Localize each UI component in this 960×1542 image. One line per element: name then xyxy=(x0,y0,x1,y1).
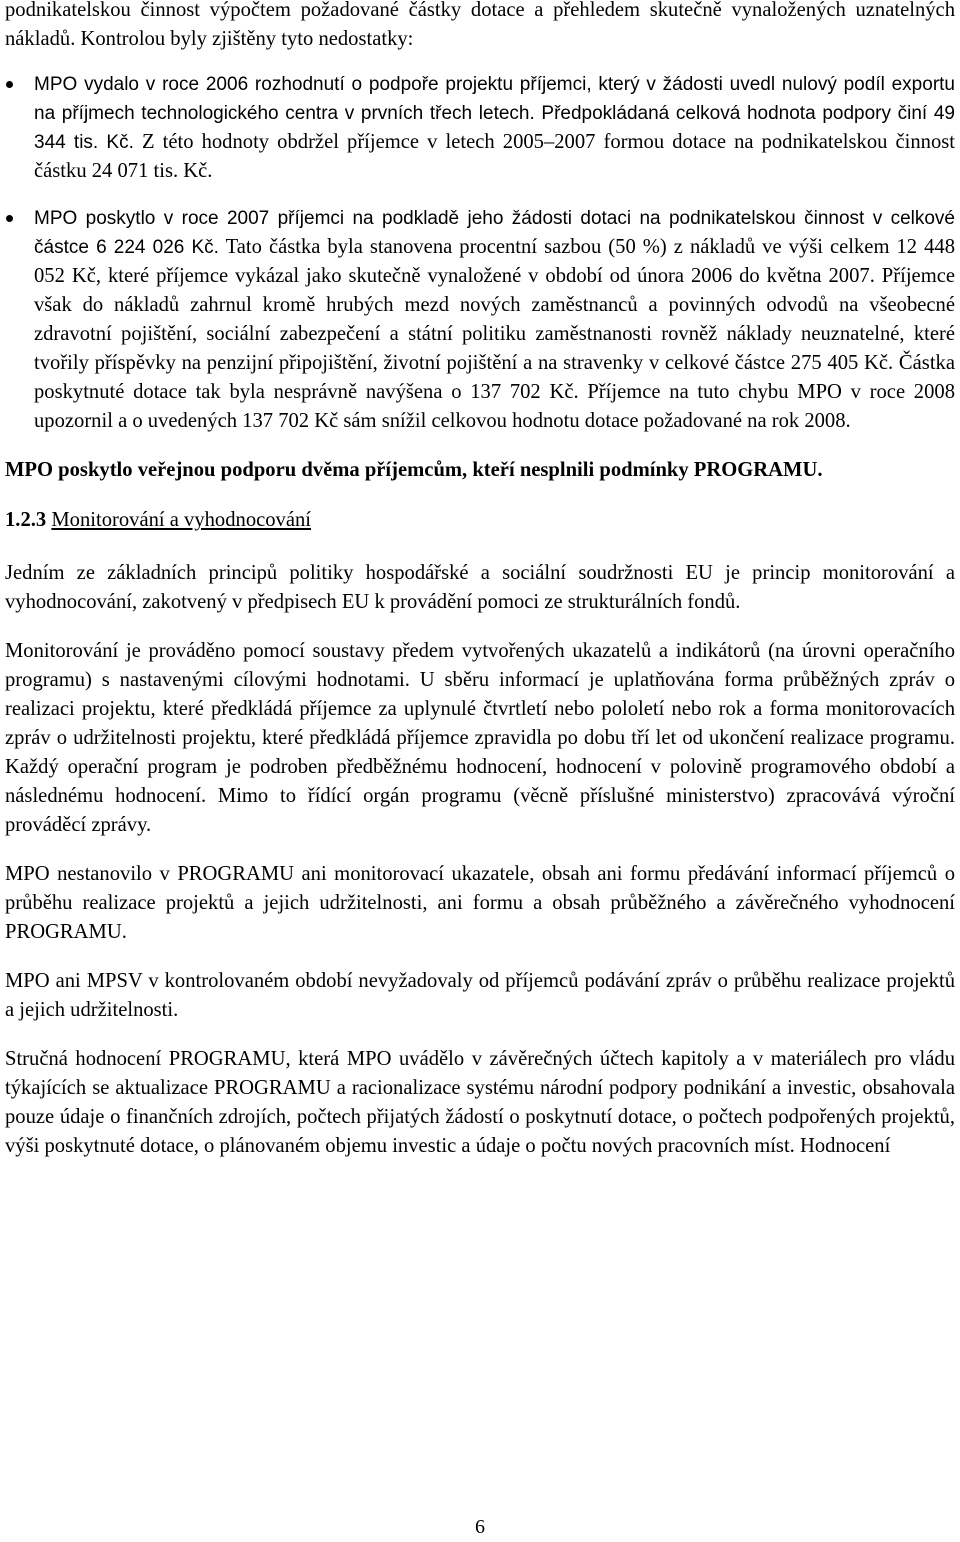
conclusion-statement: MPO poskytlo veřejnou podporu dvěma příjemcům, kteří nesplnili podmínky PROGRAMU. xyxy=(5,459,823,481)
section-heading xyxy=(5,506,955,535)
finding-text-serif: Z této hodnoty obdržel příjemce v letech 2005–2007 formou dotace na podnikatelskou činnost částku 24 071 tis. Kč. xyxy=(34,131,955,182)
finding-item xyxy=(5,204,955,436)
findings-list xyxy=(5,70,955,436)
body-paragraph: Jedním ze základních principů politiky hospodářské a sociální soudržnosti EU je princip monitorování a vyhodnocování, zakotvený v předpisech EU k provádění pomoci ze strukturálních fondů. xyxy=(5,562,955,613)
bullet-icon xyxy=(6,81,13,88)
finding-text-sans: MPO vydalo v roce 2006 rozhodnutí o podpoře projektu příjemci, který v žádosti uvedl nulový podíl exportu na příjmech technologického centra v prvních třech letech. Předpokládaná celková hodnota podpory činí 49 344 tis. Kč. xyxy=(34,74,955,153)
body-paragraph: MPO ani MPSV v kontrolovaném období nevyžadovaly od příjemců podávání zpráv o průběhu realizace projektů a jejich udržitelnosti. xyxy=(5,970,955,1021)
finding-item xyxy=(5,70,955,186)
section-number: 1.2.3 xyxy=(5,509,47,531)
section-title: Monitorování a vyhodnocování xyxy=(51,509,312,531)
page-number: 6 xyxy=(475,1516,485,1538)
bullet-icon xyxy=(6,215,13,222)
intro-paragraph: podnikatelskou činnost výpočtem požadované částky dotace a přehledem skutečně vynaložených uznatelných nákladů. Kontrolou byly zjištěny tyto nedostatky: xyxy=(5,0,955,50)
finding-text-sans: MPO poskytlo v roce 2007 příjemci na podkladě jeho žádosti dotaci na podnikatelskou činnost v celkové částce 6 224 026 Kč. xyxy=(34,208,955,258)
body-paragraph: Stručná hodnocení PROGRAMU, která MPO uvádělo v závěrečných účtech kapitoly a v materiálech pro vládu týkajících se aktualizace PROGRAMU a racionalizace systému národní podpory podnikání a investic, obsahovala pouze údaje o finančních zdrojích, počtech přijatých žádostí o poskytnutí dotace, o počtech podpořených projektů, výši poskytnuté dotace, o plánovaném objemu investic a údaje o počtu nových pracovních míst. Hodnocení xyxy=(5,1048,955,1157)
document-page xyxy=(5,0,955,1161)
body-paragraph: MPO nestanovilo v PROGRAMU ani monitorovací ukazatele, obsah ani formu předávání informací příjemců o průběhu realizace projektů a jejich udržitelnosti, ani formu a obsah průběžného a závěrečného vyhodnocení PROGRAMU. xyxy=(5,863,955,943)
finding-text-serif: Tato částka byla stanovena procentní sazbou (50 %) z nákladů ve výši celkem 12 448 052 Kč, které příjemce vykázal jako skutečně vynaložené v období od února 2006 do května 2007. Příjemce však do nákladů zahrnul kromě hrubých mezd nových zaměstnanců a povinných odvodů na všeobecné zdravotní pojištění, sociální zabezpečení a státní politiku zaměstnanosti rovněž náklady neuznatelné, které tvořily příspěvky na penzijní připojištění, životní pojištění a na stravenky v celkové částce 275 405 Kč. Částka poskytnuté dotace tak byla nesprávně navýšena o 137 702 Kč. Příjemce na tuto chybu MPO v roce 2008 upozornil a o uvedených 137 702 Kč sám snížil celkovou hodnotu dotace požadované na rok 2008. xyxy=(34,236,956,432)
body-paragraph: Monitorování je prováděno pomocí soustavy předem vytvořených ukazatelů a indikátorů (na úrovni operačního programu) s nastavenými cílovými hodnotami. U sběru informací je uplatňována forma průběžných zpráv o realizaci projektu, které předkládá příjemce za uplynulé čtvrtletí nebo pololetí nebo rok a forma monitorovacích zpráv o udržitelnosti projektu, které předkládá příjemce zpravidla po dobu tří let od ukončení realizace programu. Každý operační program je podroben předběžnému hodnocení, hodnocení v polovině programového období a následnému hodnocení. Mimo to řídící orgán programu (věcně příslušné ministerstvo) zpracovává výroční prováděcí zprávy. xyxy=(5,640,955,836)
